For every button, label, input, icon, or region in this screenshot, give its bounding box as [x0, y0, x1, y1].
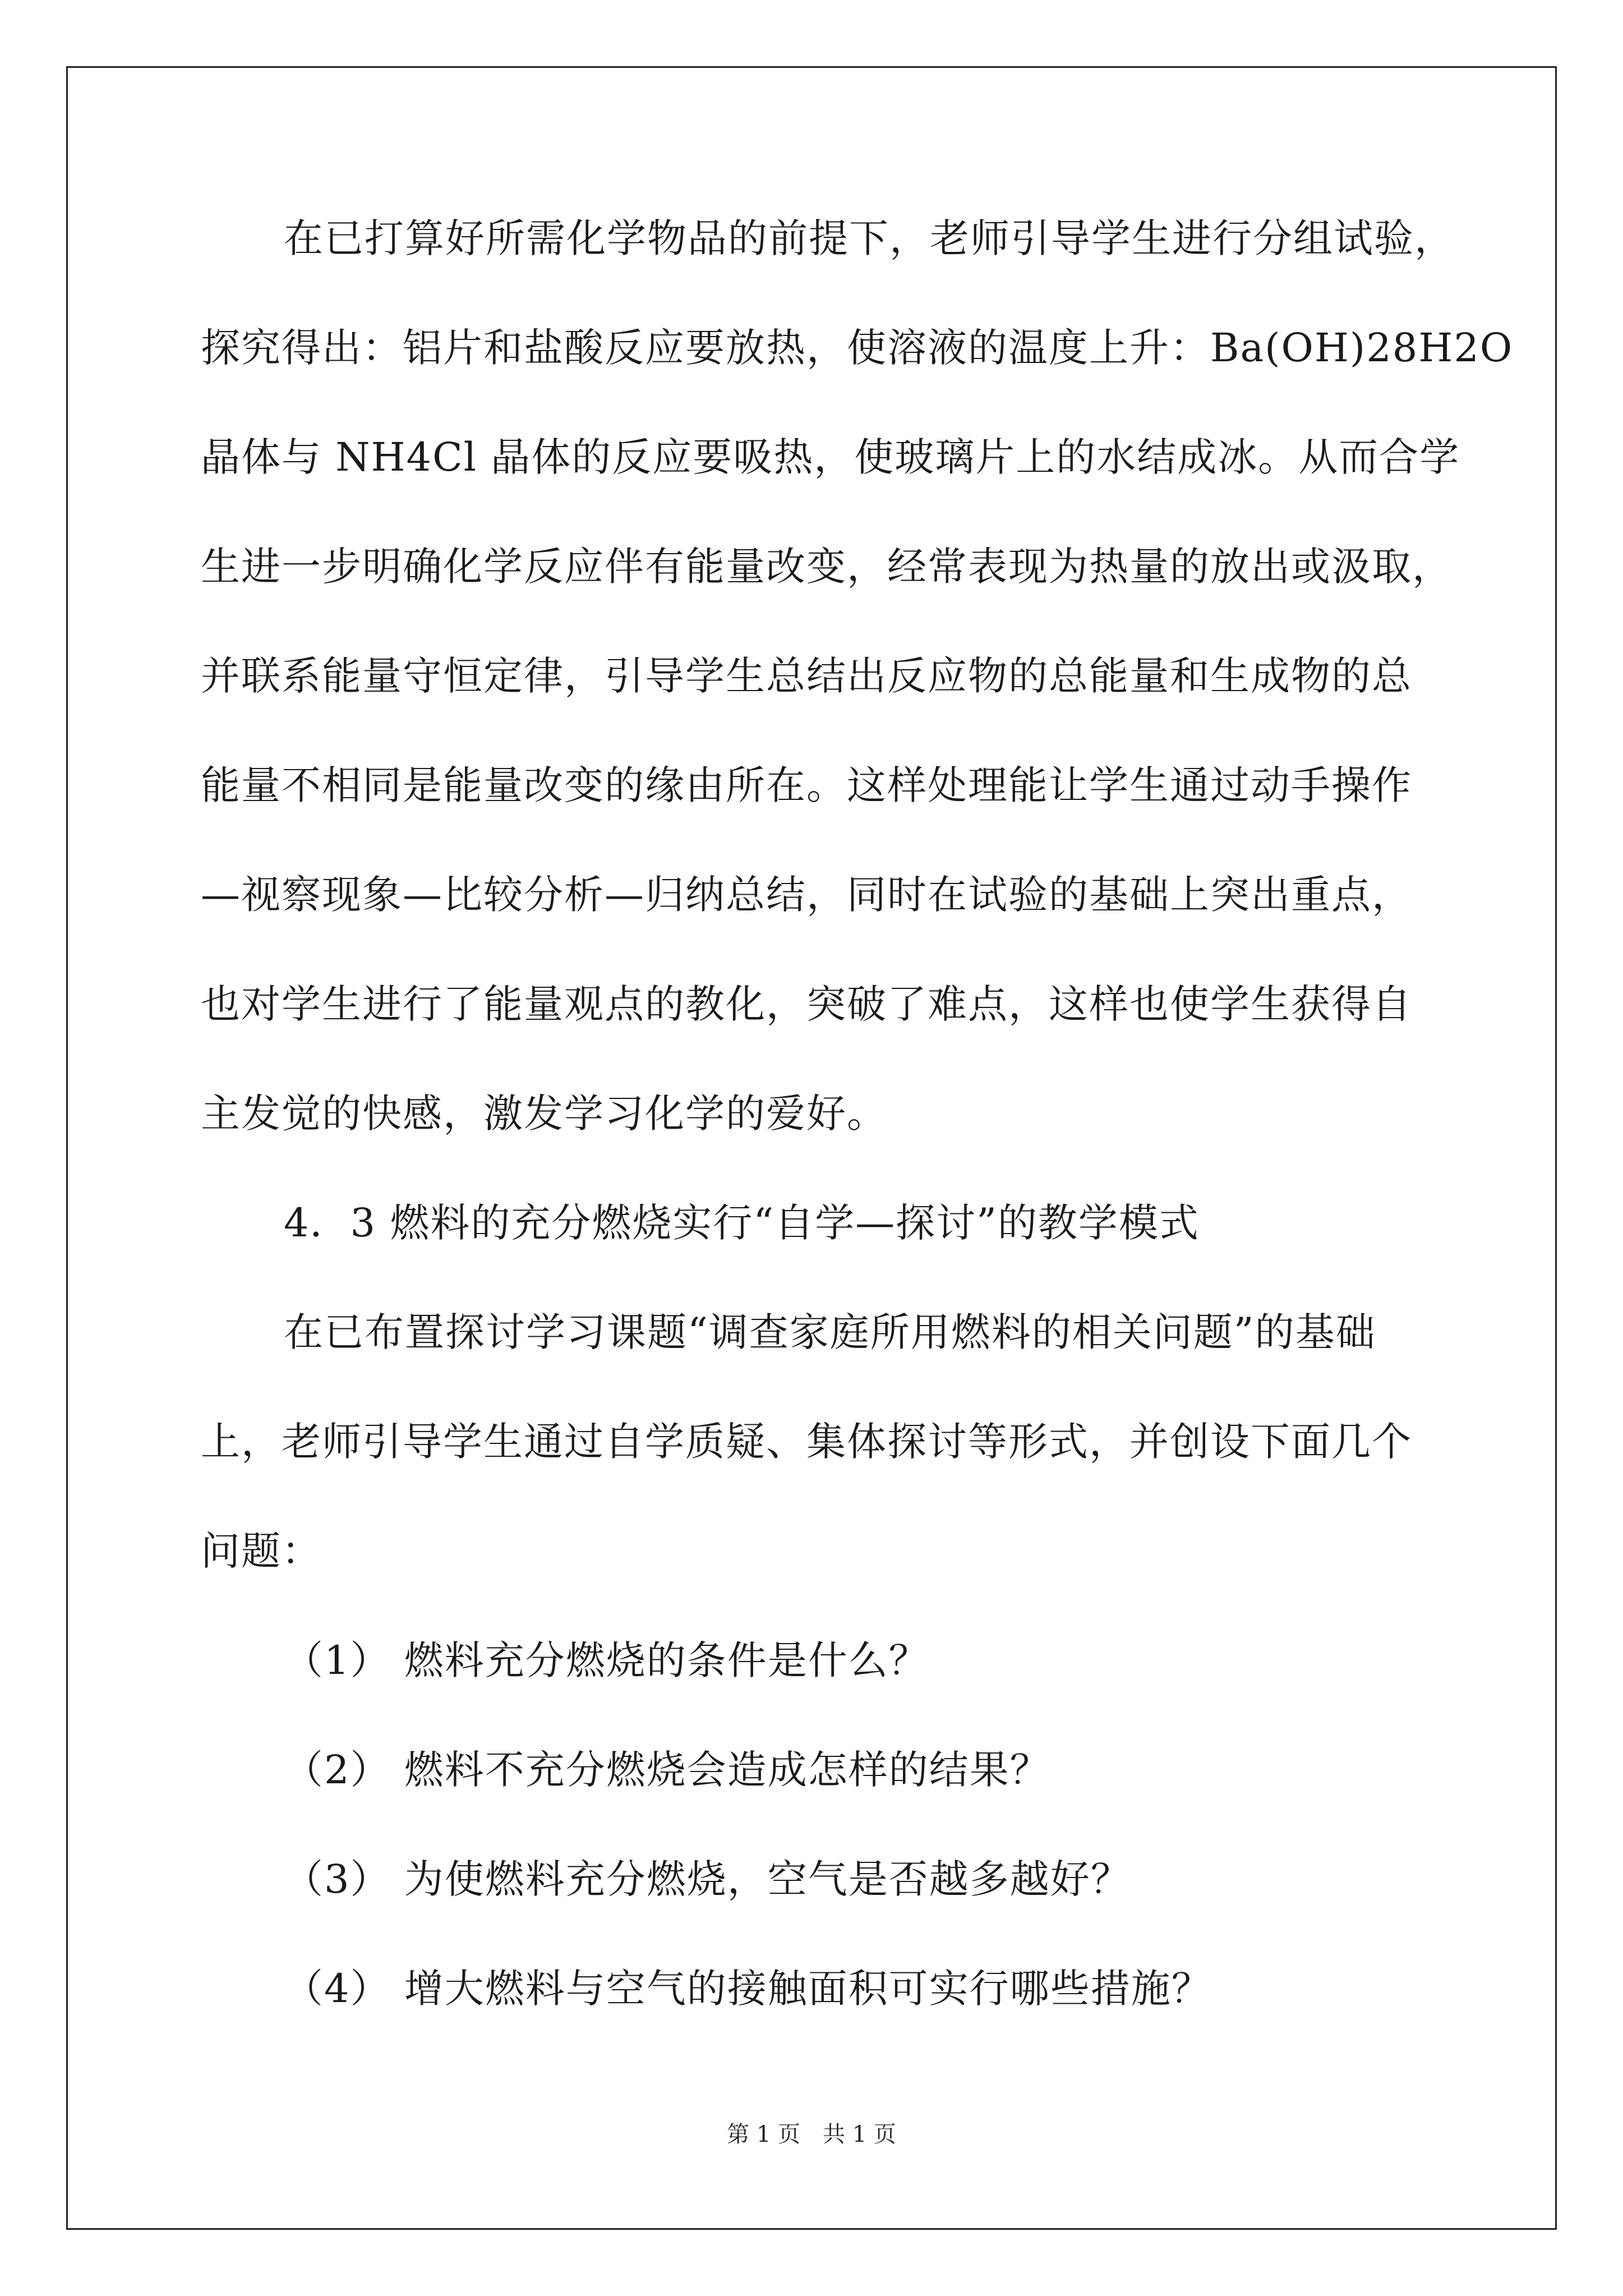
page-border: [66, 66, 1557, 2230]
paragraph-line: 生进一步明确化学反应伴有能量改变，经常表现为热量的放出或汲取，: [201, 544, 1453, 590]
paragraph-line: 在已打算好所需化学物品的前提下，老师引导学生进行分组试验，: [284, 215, 1455, 261]
question-item: （1） 燃料充分燃烧的条件是什么？: [284, 1637, 929, 1683]
paragraph-line: 探究得出：铝片和盐酸反应要放热，使溶液的温度上升：Ba(OH)28H2O: [201, 325, 1514, 371]
paragraph-line: 也对学生进行了能量观点的教化，突破了难点，这样也使学生获得自: [201, 981, 1412, 1027]
paragraph-line: 并联系能量守恒定律，引导学生总结出反应物的总能量和生成物的总: [201, 653, 1412, 699]
paragraph-line: 上，老师引导学生通过自学质疑、集体探讨等形式，并创设下面几个: [201, 1419, 1412, 1465]
question-item: （4） 增大燃料与空气的接触面积可实行哪些措施？: [284, 1966, 1212, 2012]
paragraph-line: 在已布置探讨学习课题“调查家庭所用燃料的相关问题”的基础: [284, 1309, 1376, 1355]
question-item: （2） 燃料不充分燃烧会造成怎样的结果？: [284, 1747, 1050, 1793]
paragraph-line: 问题：: [201, 1528, 322, 1574]
paragraph-line: 主发觉的快感，激发学习化学的爱好。: [201, 1091, 887, 1137]
paragraph-line: 能量不相同是能量改变的缘由所在。这样处理能让学生通过动手操作: [201, 762, 1412, 808]
paragraph-line: —视察现象—比较分析—归纳总结，同时在试验的基础上突出重点，: [201, 872, 1412, 918]
question-item: （3） 为使燃料充分燃烧，空气是否越多越好？: [284, 1856, 1131, 1902]
section-heading: 4．3 燃料的充分燃烧实行“自学—探讨”的教学模式: [284, 1200, 1200, 1246]
page-footer: 第 1 页 共 1 页: [727, 2122, 896, 2147]
paragraph-line: 晶体与 NH4Cl 晶体的反应要吸热，使玻璃片上的水结成冰。从而合学: [201, 434, 1460, 480]
